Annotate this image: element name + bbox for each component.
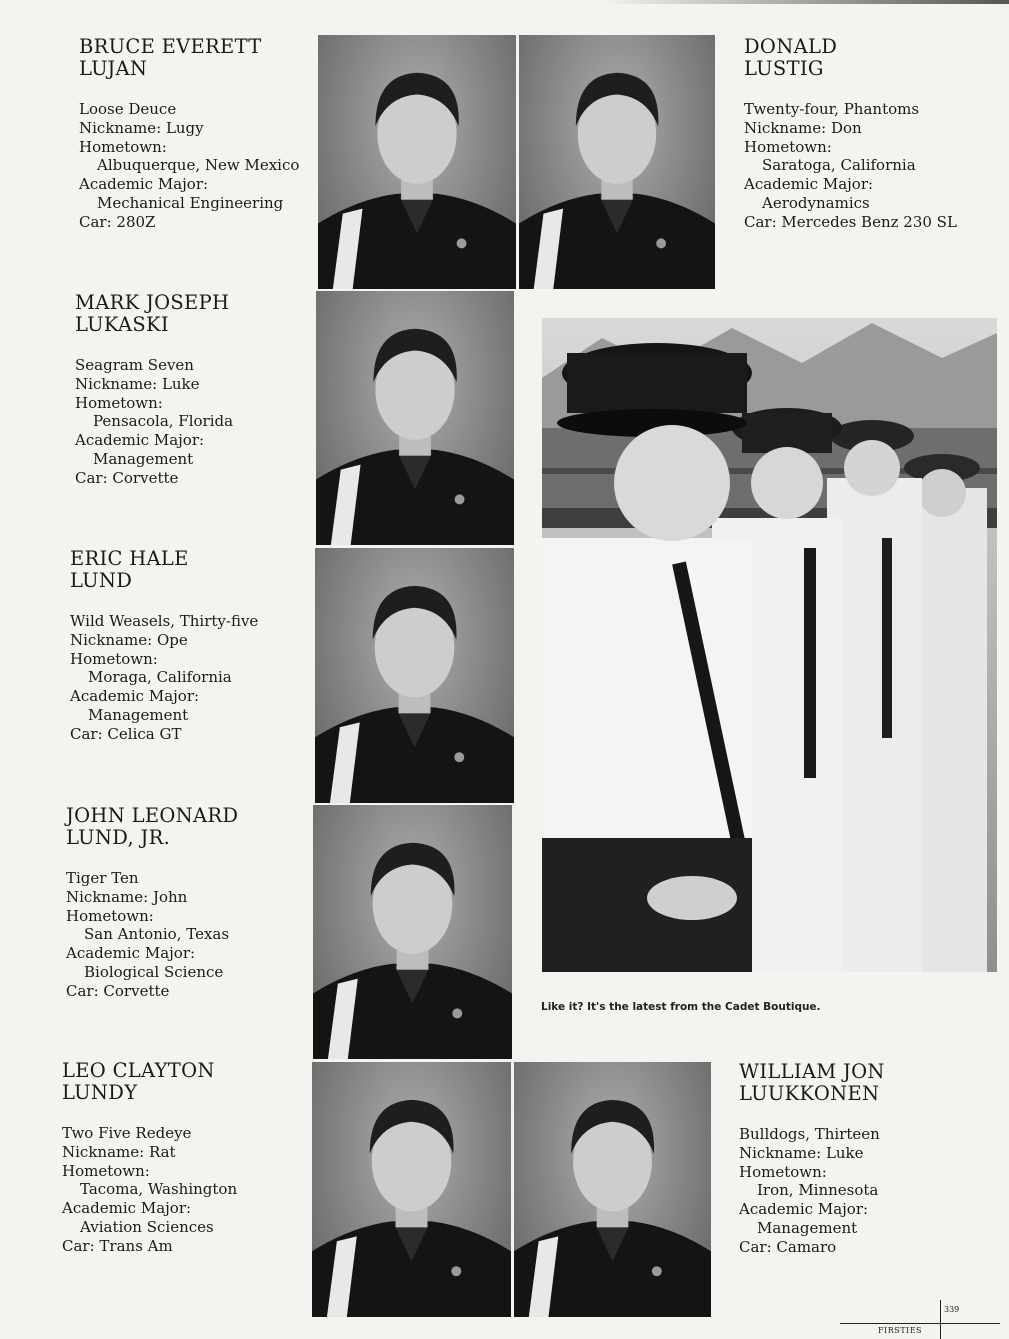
- portrait-photo-luukkonen: [514, 1062, 711, 1317]
- major: Biological Science: [84, 962, 224, 981]
- portrait-illustration: [519, 35, 715, 289]
- squadron: Loose Deuce: [79, 100, 177, 118]
- hometown-label: Hometown:: [744, 137, 832, 156]
- bio-lund-jr: [66, 805, 238, 1001]
- bio-lukaski: [75, 292, 233, 488]
- nickname: Nickname: John: [66, 887, 188, 906]
- photo-caption: Like it? It's the latest from the Cadet Boutique.: [541, 1001, 821, 1013]
- bio-lund: [70, 548, 258, 744]
- cadet-name: MARK JOSEPH LUKASKI: [75, 291, 230, 336]
- uniform-button: [455, 494, 465, 504]
- cadet-name: DONALD LUSTIG: [744, 35, 838, 80]
- cadet-name: WILLIAM JON LUUKKONEN: [739, 1060, 885, 1105]
- car: Car: 280Z: [79, 212, 156, 231]
- squadron: Tiger Ten: [66, 869, 139, 887]
- squadron: Bulldogs, Thirteen: [739, 1125, 880, 1143]
- portrait-photo-lukaski: [316, 291, 514, 545]
- cadet-name: BRUCE EVERETT LUJAN: [79, 35, 262, 80]
- hometown-label: Hometown:: [70, 649, 158, 668]
- car: Car: Mercedes Benz 230 SL: [744, 212, 957, 231]
- hometown-label: Hometown:: [66, 906, 154, 925]
- portrait-photo-lundy: [312, 1062, 511, 1317]
- car: Car: Corvette: [75, 468, 179, 487]
- major: Aerodynamics: [762, 193, 870, 212]
- portrait-illustration: [312, 1062, 511, 1317]
- hometown: San Antonio, Texas: [84, 925, 230, 944]
- candid-group-photo: [542, 318, 997, 972]
- nickname: Nickname: Luke: [75, 374, 200, 393]
- major: Mechanical Engineering: [97, 193, 284, 212]
- major-label: Academic Major:: [62, 1199, 192, 1218]
- portrait-illustration: [514, 1062, 711, 1317]
- uniform-button: [454, 752, 464, 762]
- major: Management: [93, 449, 194, 468]
- cadet-name: LEO CLAYTON LUNDY: [62, 1059, 215, 1104]
- major-label: Academic Major:: [744, 175, 874, 194]
- uniform-button: [452, 1008, 462, 1018]
- bio-lujan: [79, 36, 299, 232]
- major: Aviation Sciences: [80, 1217, 214, 1236]
- squadron: Seagram Seven: [75, 356, 194, 374]
- hometown-label: Hometown:: [62, 1161, 150, 1180]
- car: Car: Celica GT: [70, 724, 182, 743]
- squadron: Two Five Redeye: [62, 1124, 192, 1142]
- squadron: Wild Weasels, Thirty-five: [70, 612, 259, 630]
- major-label: Academic Major:: [66, 944, 196, 963]
- candid-photo-illustration: [542, 318, 997, 972]
- uniform-button: [457, 238, 467, 248]
- portrait-illustration: [313, 805, 512, 1059]
- bio-lustig: [744, 36, 957, 232]
- portrait-photo-lustig: [519, 35, 715, 289]
- hometown: Saratoga, California: [762, 156, 916, 175]
- cadet-name: ERIC HALE LUND: [70, 547, 189, 592]
- hometown-label: Hometown:: [75, 393, 163, 412]
- portrait-illustration: [315, 548, 514, 803]
- portrait-photo-lund-jr: [313, 805, 512, 1059]
- major: Management: [88, 705, 189, 724]
- page-number: 339: [944, 1305, 960, 1314]
- nickname: Nickname: Don: [744, 118, 862, 137]
- hometown-label: Hometown:: [79, 137, 167, 156]
- car: Car: Trans Am: [62, 1236, 173, 1255]
- bio-lundy: [62, 1060, 237, 1256]
- portrait-photo-lujan: [318, 35, 516, 289]
- major: Management: [757, 1218, 858, 1237]
- hometown-label: Hometown:: [739, 1162, 827, 1181]
- nickname: Nickname: Rat: [62, 1142, 176, 1161]
- folio-rule-vertical: [940, 1300, 941, 1339]
- hometown: Albuquerque, New Mexico: [97, 156, 300, 175]
- major-label: Academic Major:: [739, 1200, 869, 1219]
- hometown: Moraga, California: [88, 668, 232, 687]
- uniform-button: [656, 238, 666, 248]
- page-top-edge: [600, 0, 1009, 4]
- major-label: Academic Major:: [70, 687, 200, 706]
- squadron: Twenty-four, Phantoms: [744, 100, 920, 118]
- folio-rule-horizontal: [840, 1323, 1000, 1324]
- hometown: Iron, Minnesota: [757, 1181, 879, 1200]
- nickname: Nickname: Luke: [739, 1143, 864, 1162]
- cadet-name: JOHN LEONARD LUND, JR.: [66, 804, 239, 849]
- nickname: Nickname: Lugy: [79, 118, 204, 137]
- portrait-illustration: [316, 291, 514, 545]
- nickname: Nickname: Ope: [70, 630, 188, 649]
- hometown: Pensacola, Florida: [93, 412, 234, 431]
- bio-luukkonen: [739, 1061, 885, 1257]
- major-label: Academic Major:: [75, 431, 205, 450]
- major-label: Academic Major:: [79, 175, 209, 194]
- portrait-illustration: [318, 35, 516, 289]
- car: Car: Camaro: [739, 1237, 837, 1256]
- uniform-button: [652, 1266, 662, 1276]
- car: Car: Corvette: [66, 981, 170, 1000]
- hometown: Tacoma, Washington: [80, 1180, 238, 1199]
- portrait-photo-lund: [315, 548, 514, 803]
- uniform-button: [451, 1266, 461, 1276]
- section-label: FIRSTIES: [878, 1326, 923, 1335]
